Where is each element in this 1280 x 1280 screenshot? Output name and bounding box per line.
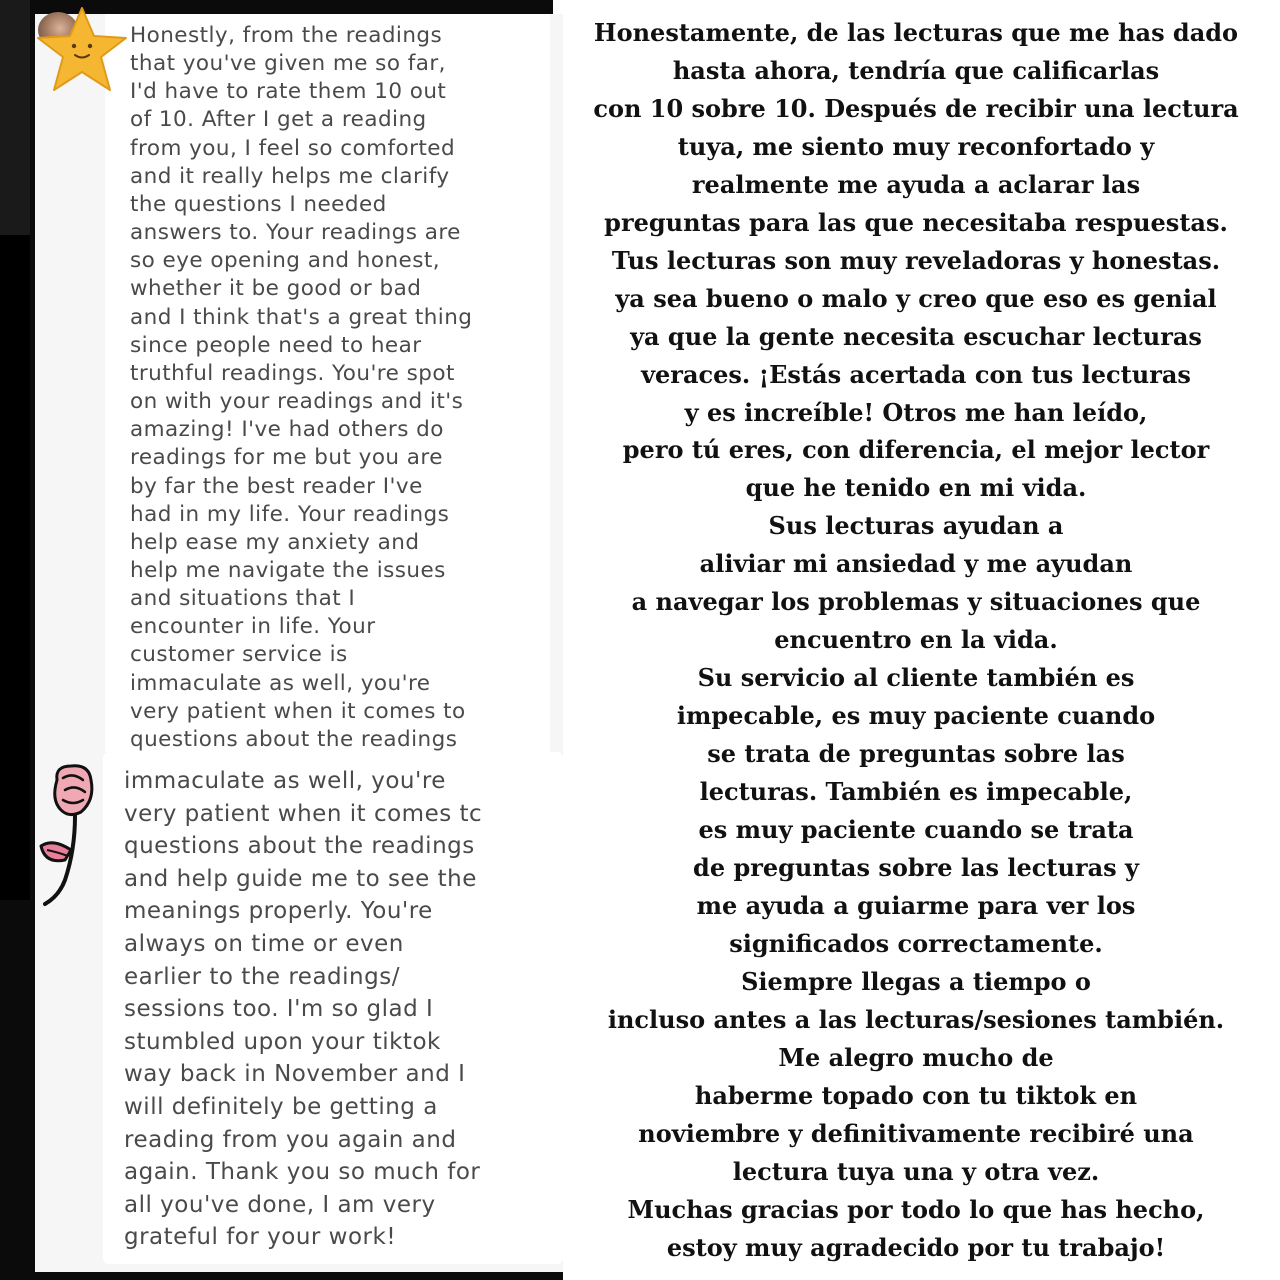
review-line: so eye opening and honest,: [130, 248, 441, 274]
review-line: way back in November and I: [124, 1061, 466, 1088]
review-line: I'd have to rate them 10 out: [130, 79, 447, 105]
bottom-frame-edge: [35, 1272, 563, 1280]
translation-line: Tus lecturas son muy reveladoras y honestas.: [611, 245, 1221, 275]
translation-line: a navegar los problemas y situaciones que: [631, 587, 1201, 617]
review-line: again. Thank you so much for: [124, 1159, 481, 1186]
review-line: grateful for your work!: [124, 1224, 397, 1251]
review-line: immaculate as well, you're: [124, 768, 446, 794]
translation-line: ya sea bueno o malo y creo que eso es genial: [615, 283, 1217, 313]
review-line: had in my life. Your readings: [130, 501, 450, 527]
translation-line: Muchas gracias por todo lo que has hecho,: [627, 1194, 1205, 1224]
translation-line: pero tú eres, con diferencia, el mejor lector: [622, 435, 1210, 465]
translation-line: ya que la gente necesita escuchar lecturas: [630, 321, 1202, 351]
translation-line: se trata de preguntas sobre las: [707, 739, 1125, 769]
translation-line: incluso antes a las lecturas/sesiones también.: [607, 1004, 1225, 1034]
review-line: answers to. Your readings are: [130, 220, 461, 246]
translation-line: de preguntas sobre las lecturas y: [693, 852, 1139, 882]
translation-line: Sus lecturas ayudan a: [768, 511, 1064, 541]
review-line: earlier to the readings/: [124, 963, 400, 990]
review-line: and it really helps me clarify: [130, 163, 450, 189]
review-line: readings for me but you are: [130, 445, 443, 471]
review-line: from you, I feel so comforted: [130, 135, 456, 161]
review-line: very patient when it comes to: [130, 698, 466, 724]
translation-line: lectura tuya una y otra vez.: [732, 1156, 1100, 1186]
review-line: very patient when it comes tc: [124, 800, 483, 827]
review-line: help me navigate the issues: [130, 557, 446, 583]
review-line: and help guide me to see the: [124, 865, 477, 892]
review-line: whether it be good or bad: [130, 276, 422, 302]
review-line: encounter in life. Your: [130, 614, 376, 640]
translation-line: me ayuda a guiarme para ver los: [696, 890, 1136, 920]
review-line: truthful readings. You're spot: [130, 360, 455, 386]
review-line: the questions I needed: [130, 191, 387, 217]
translation-line: hasta ahora, tendría que calificarlas: [672, 55, 1160, 85]
review-line: sessions too. I'm so glad I: [124, 996, 434, 1023]
review-line: amazing! I've had others do: [130, 417, 444, 443]
review-line: all you've done, I am very: [124, 1191, 436, 1218]
translation-line: Me alegro mucho de: [778, 1042, 1054, 1072]
translation-line: Siempre llegas a tiempo o: [741, 966, 1091, 996]
review-line: immaculate as well, you're: [130, 670, 431, 696]
translation-line: estoy muy agradecido por tu trabajo!: [666, 1232, 1166, 1262]
translation-line: lecturas. También es impecable,: [699, 777, 1133, 807]
review-line: Honestly, from the readings: [130, 23, 443, 48]
translation-line: significados correctamente.: [729, 928, 1103, 958]
translation-line: veraces. ¡Estás acertada con tus lecturas: [641, 359, 1191, 389]
translation-line: tuya, me siento muy reconfortado y: [677, 131, 1155, 161]
translation-line: haberme topado con tu tiktok en: [694, 1080, 1138, 1110]
review-line: of 10. After I get a reading: [130, 107, 427, 133]
review-line: and situations that I: [130, 586, 356, 612]
review-line: will definitely be getting a: [124, 1093, 438, 1120]
review-line: and I think that's a great thing: [130, 304, 473, 330]
star-sticker-icon: [30, 2, 134, 98]
translation-line: que he tenido en mi vida.: [745, 473, 1087, 503]
translation-line: encuentro en la vida.: [774, 625, 1058, 655]
review-text-top: [130, 22, 472, 754]
translation-line: impecable, es muy paciente cuando: [676, 701, 1156, 731]
left-frame-top-block: [0, 0, 30, 235]
review-line: stumbled upon your tiktok: [124, 1028, 441, 1055]
review-line: questions about the readings: [130, 726, 458, 752]
translation-line: realmente me ayuda a aclarar las: [691, 169, 1141, 199]
review-line: since people need to hear: [130, 332, 422, 358]
review-line: questions about the readings: [124, 833, 475, 860]
translation-line: es muy paciente cuando se trata: [698, 815, 1134, 845]
translation-line: noviembre y definitivamente recibiré una: [638, 1118, 1194, 1148]
review-line: that you've given me so far,: [130, 51, 446, 77]
review-line: meanings properly. You're: [124, 898, 433, 925]
review-line: help ease my anxiety and: [130, 529, 420, 555]
review-line: always on time or even: [124, 930, 404, 957]
translation-line: preguntas para las que necesitaba respuestas.: [604, 207, 1228, 237]
review-text-bottom: [124, 765, 482, 1254]
translation-line: aliviar mi ansiedad y me ayudan: [699, 549, 1133, 579]
translation-line: Honestamente, de las lecturas que me has dado: [593, 18, 1239, 47]
translation-line: y es increíble! Otros me han leído,: [684, 397, 1148, 427]
spanish-translation: [566, 14, 1266, 1266]
review-line: on with your readings and it's: [130, 389, 464, 415]
left-frame-mid-block: [0, 235, 30, 900]
review-line: by far the best reader I've: [130, 473, 423, 499]
rose-sticker-icon: [35, 760, 107, 910]
review-line: customer service is: [130, 642, 348, 668]
translation-line: Su servicio al cliente también es: [697, 663, 1135, 693]
review-line: reading from you again and: [124, 1126, 457, 1153]
translation-line: con 10 sobre 10. Después de recibir una lectura: [593, 93, 1239, 123]
